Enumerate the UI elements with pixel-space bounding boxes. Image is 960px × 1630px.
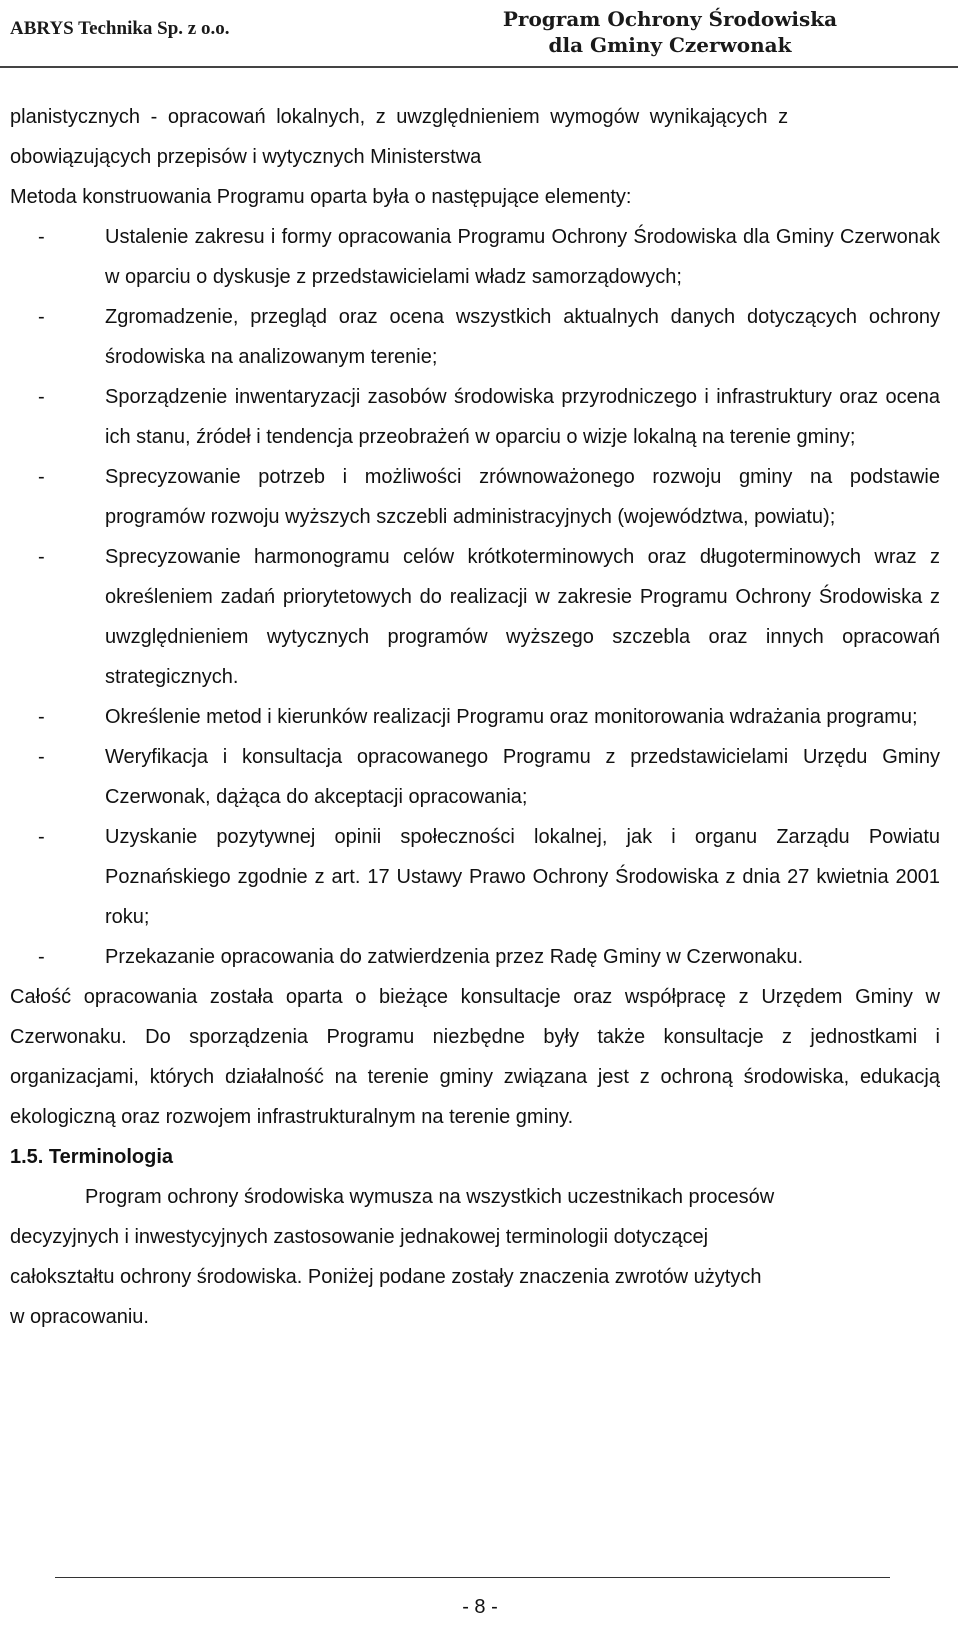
list-item: [10, 737, 940, 817]
list-item: [10, 377, 940, 457]
list-item: [10, 697, 940, 737]
list-item-text: Określenie metod i kierunków realizacji Programu oraz monitorowania wdrażania programu;: [105, 706, 918, 728]
terminology-line-1: Program ochrony środowiska wymusza na wszystkich uczestnikach procesów: [85, 1186, 775, 1208]
intro-line-3: Metoda konstruowania Programu oparta była o następujące elementy:: [10, 186, 632, 208]
document-title-line2: dla Gminy Czerwonak: [548, 33, 792, 57]
terminology-line-3: całokształtu ochrony środowiska. Poniżej podane zostały znaczenia zwrotów użytych: [10, 1266, 762, 1288]
method-elements-list: [10, 217, 940, 977]
list-item-text: Sporządzenie inwentaryzacji zasobów środowiska przyrodniczego i infrastruktury oraz ocena ich stanu, źródeł i tendencja przeobrażeń w oparciu o wizje lokalną na terenie gminy;: [105, 386, 940, 448]
list-item: [10, 937, 940, 977]
summary-paragraph: Całość opracowania została oparta o bieżące konsultacje oraz współpracę z Urzędem Gminy w Czerwonaku. Do sporządzenia Programu niezbędne były także konsultacje z jednostkami i organizacjami, których działalność na terenie gminy związana jest z ochroną środowiska, edukacją ekologiczną oraz rozwojem infrastrukturalnym na terenie gminy.: [10, 986, 940, 1128]
list-item: [10, 457, 940, 537]
list-dash: -: [38, 826, 45, 848]
list-item-text: Weryfikacja i konsultacja opracowanego Programu z przedstawicielami Urzędu Gminy Czerwonak, dążąca do akceptacji opracowania;: [105, 746, 940, 808]
list-item-text: Przekazanie opracowania do zatwierdzenia przez Radę Gminy w Czerwonaku.: [105, 946, 804, 968]
list-dash: -: [38, 466, 45, 488]
intro-line-1: planistycznych - opracowań lokalnych, z uwzględnieniem wymogów wynikających z: [10, 106, 789, 128]
list-item: [10, 817, 940, 937]
list-item: [10, 217, 940, 297]
terminology-line-2: decyzyjnych i inwestycyjnych zastosowanie jednakowej terminologii dotyczącej: [10, 1226, 709, 1248]
list-item-text: Sprecyzowanie harmonogramu celów krótkoterminowych oraz długoterminowych wraz z określeniem zadań priorytetowych do realizacji w zakresie Programu Ochrony Środowiska z uwzględnieniem wytycznych programów wyższego szczebla oraz innych opracowań strategicznych.: [105, 546, 940, 688]
list-item: [10, 297, 940, 377]
list-dash: -: [38, 746, 45, 768]
company-name: ABRYS Technika Sp. z o.o.: [10, 18, 230, 39]
terminology-line-4: w opracowaniu.: [10, 1306, 149, 1328]
page-content: [10, 97, 940, 1337]
list-item: [10, 537, 940, 697]
list-item-text: Uzyskanie pozytywnej opinii społeczności lokalnej, jak i organu Zarządu Powiatu Poznańskiego zgodnie z art. 17 Ustawy Prawo Ochrony Środowiska z dnia 27 kwietnia 2001 roku;: [105, 826, 940, 928]
list-dash: -: [38, 226, 45, 248]
footer-divider: [55, 1577, 890, 1578]
list-dash: -: [38, 306, 45, 328]
list-item-text: Zgromadzenie, przegląd oraz ocena wszystkich aktualnych danych dotyczących ochrony środowiska na analizowanym terenie;: [105, 306, 940, 368]
header-divider: [0, 66, 958, 68]
document-title: [430, 6, 910, 58]
intro-line-2: obowiązujących przepisów i wytycznych Ministerstwa: [10, 146, 482, 168]
list-item-text: Ustalenie zakresu i formy opracowania Programu Ochrony Środowiska dla Gminy Czerwonak w oparciu o dyskusje z przedstawicielami władz samorządowych;: [105, 226, 940, 288]
list-dash: -: [38, 546, 45, 568]
list-dash: -: [38, 386, 45, 408]
section-heading: 1.5. Terminologia: [10, 1146, 173, 1168]
document-title-line1: Program Ochrony Środowiska: [502, 7, 838, 31]
page-number: - 8 -: [462, 1596, 498, 1618]
list-dash: -: [38, 946, 45, 968]
list-item-text: Sprecyzowanie potrzeb i możliwości zrównoważonego rozwoju gminy na podstawie programów rozwoju wyższych szczebli administracyjnych (województwa, powiatu);: [105, 466, 940, 528]
list-dash: -: [38, 706, 45, 728]
